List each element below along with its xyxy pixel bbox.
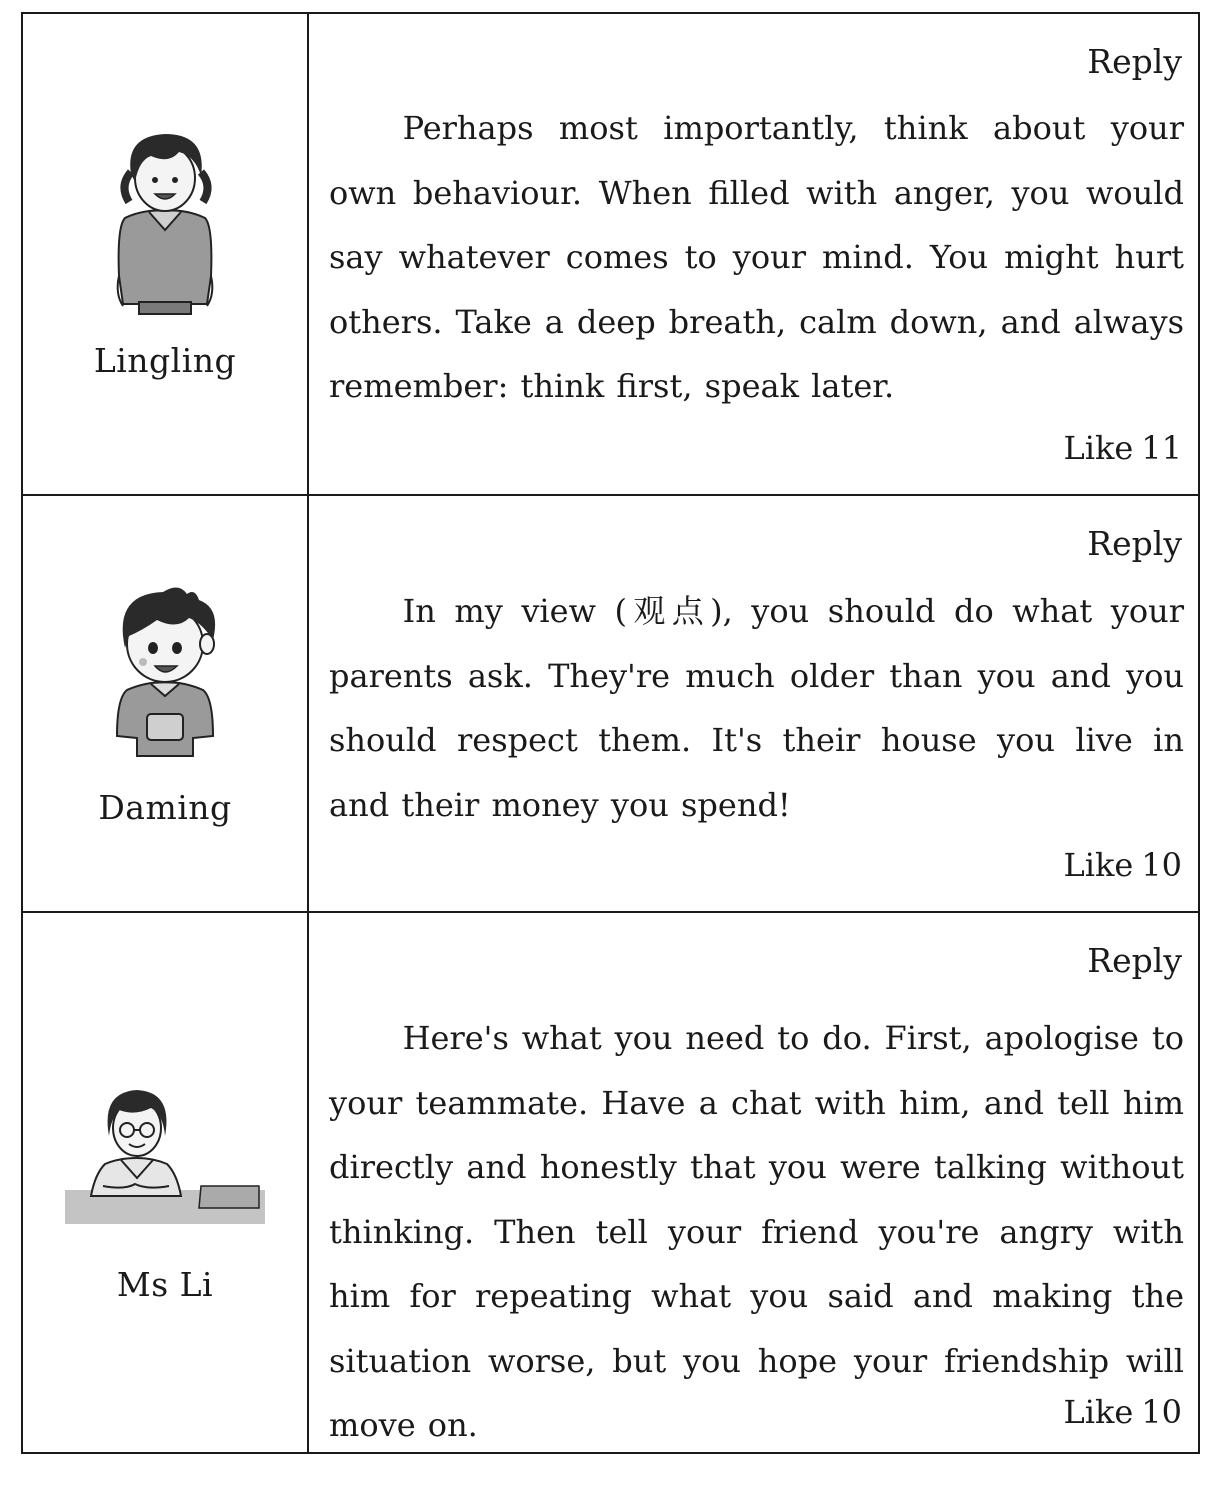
reply-body-text: Perhaps most importantly, think about your own behaviour. When filled with anger, you would say whatever comes to your mind. You might hurt others. Take a deep breath, calm down, and always remember: think first, speak later. <box>329 109 1184 405</box>
like-count-value: 10 <box>1141 1393 1182 1431</box>
boy-avatar-icon <box>103 578 227 758</box>
reply-body-text: Here's what you need to do. First, apologise to your teammate. Have a chat with him, and tell him directly and honestly that you were talking without thinking. Then tell your friend you're angry with him for repeating what you said and making the situation worse, but you hope your friendship will move on. <box>329 1019 1184 1444</box>
reply-post <box>23 496 1198 913</box>
teacher-avatar-icon <box>65 1078 265 1228</box>
reply-post <box>23 14 1198 496</box>
like-button[interactable] <box>1063 846 1182 884</box>
like-count-value: 11 <box>1141 429 1182 467</box>
like-button[interactable] <box>1063 429 1182 467</box>
like-count-value: 10 <box>1141 846 1182 884</box>
forum-replies-table <box>21 12 1200 1454</box>
reply-body-text: In my view (观点), you should do what your parents ask. They're much older than you and you should respect them. It's their house you live in and their money you spend! <box>329 592 1184 824</box>
like-label: Like <box>1063 846 1134 884</box>
author-cell <box>23 913 309 1452</box>
author-cell <box>23 496 309 911</box>
reply-content-cell <box>309 14 1198 494</box>
reply-content-cell <box>309 496 1198 911</box>
like-label: Like <box>1063 429 1134 467</box>
reply-button[interactable]: Reply <box>1087 42 1182 81</box>
author-name: Ms Li <box>116 1265 214 1304</box>
reply-content-cell <box>309 913 1198 1452</box>
like-label: Like <box>1063 1393 1134 1431</box>
author-cell <box>23 14 309 494</box>
like-button[interactable] <box>1063 1393 1182 1431</box>
author-name: Daming <box>98 788 232 827</box>
author-name: Lingling <box>93 341 237 380</box>
reply-button[interactable]: Reply <box>1087 524 1182 563</box>
girl-avatar-icon <box>109 126 221 316</box>
reply-post <box>23 913 1198 1452</box>
reply-button[interactable]: Reply <box>1087 941 1182 980</box>
